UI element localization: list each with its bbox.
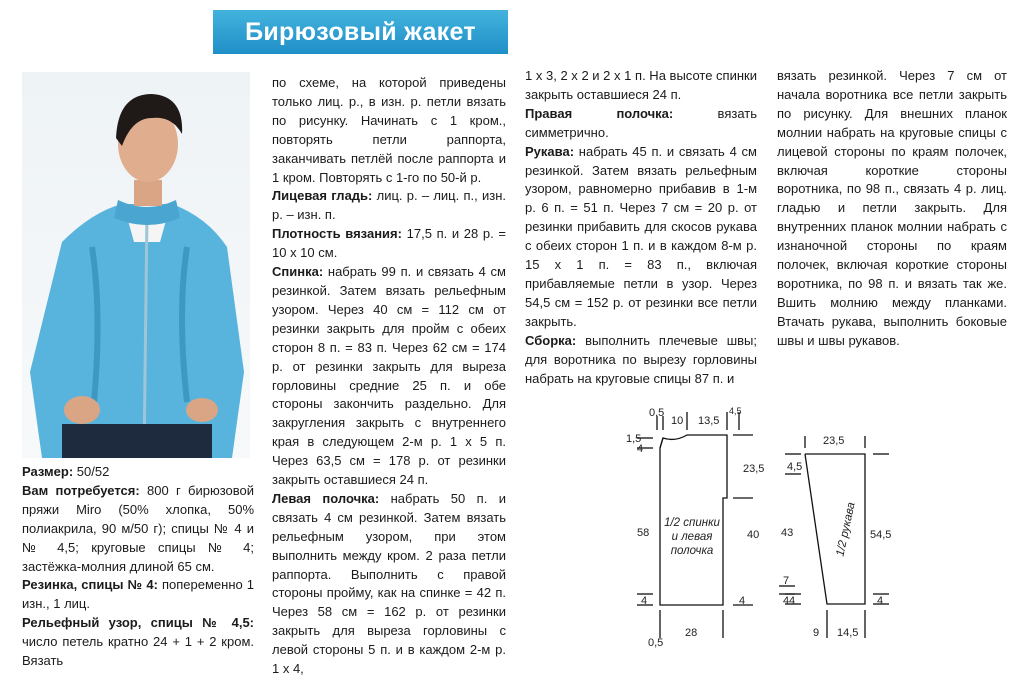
paragraph-left-front-cont: 1 x 3, 2 x 2 и 2 x 1 п. На высоте спинки закрыть оставшиеся 24 п. — [525, 68, 757, 102]
text-column-1 — [22, 463, 254, 671]
text-column-4 — [777, 67, 1007, 351]
paragraph-left-front: Левая полочка: набрать 50 п. и связать 4 см резинкой. Затем вязать рельефным узором, при этом выполнить между кром. 2 раза петли раппорта. Выполнить с правой стороны пройму, как на спинке = 42 п. Через 58 см = 162 р. от резинки закрыть для выреза горловины с левой стороны 5 п. и в каждом 2-м р. 1 x 4, — [272, 490, 507, 677]
dim-sleeve-left-bottom: 4 — [789, 595, 796, 607]
dim-body-width: 28 — [685, 627, 698, 639]
dim-body-bottom-left: 0,5 — [648, 637, 664, 649]
paragraph-stockinette: Лицевая гладь: лиц. р. – лиц. п., изн. р. – изн. п. — [272, 188, 506, 223]
paragraph-pattern-cont: по схеме, на которой приведены только лиц. р., в изн. р. петли вязать по рисунку. Начинать с 1 кром., повторять петли раппорта, заканчивать петлёй после раппорта и 1 кром. Повторять с 1-го по 50-й р. — [272, 75, 506, 185]
paragraph-back: Спинка: набрать 99 п. и связать 4 см резинкой. Затем вязать рельефным узором. Через 40 см = 112 см от резинки закрыть для пройм с обеих сторон 8 п. = 83 п. Через 62 см = 174 р. от резинки закрыть для выреза горловины средние 25 п. и обе стороны закончить раздельно. Для закругления закрыть с внутреннего края в следующем 2-м р. 1 x 5 п. Через 63,5 см = 178 р. от резинки закрыть оставшиеся 24 п. — [272, 264, 506, 488]
dim-body-top-3: 4,5 — [729, 406, 742, 416]
dim-body-left-top: 1,5 — [626, 433, 642, 445]
body-label-line1: 1/2 спинки — [664, 517, 720, 529]
model-photo — [22, 72, 250, 458]
dim-sleeve-left-height: 43 — [781, 527, 794, 539]
dim-body-top-2: 13,5 — [698, 415, 720, 427]
sleeve-label: 1/2 рукава — [834, 501, 858, 558]
paragraph-assembly-cont: вязать резинкой. Через 7 см от начала воротника все петли закрыть по рисунку. Для внешних планок молнии набрать на круговые спицы с лицевой стороны по краям полочек, включая короткие стороны воротника, по 98 п., связать 4 р. лиц. гладью и петли закрыть. Для внутренних планок молнии набрать с изнаночной стороны по краям полочек, включая короткие стороны воротника, по 98 п. и вязать так же. Вшить молнию между планками. Втачать рукава, выполнить боковые швы и швы рукавов. — [777, 68, 1007, 348]
dim-body-right-bottom-a: 7 — [783, 575, 790, 587]
paragraph-size: Размер: 50/52 — [22, 464, 110, 479]
article-title: Бирюзовый жакет — [213, 10, 508, 54]
dim-body-left-top2: 4 — [637, 443, 644, 455]
dim-sleeve-left-top: 4,5 — [787, 461, 803, 473]
dim-sleeve-bottom-a: 9 — [813, 627, 820, 639]
pattern-schematic — [615, 398, 1015, 660]
paragraph-materials: Вам потребуется: 800 г бирюзовой пряжи Miro (50% хлопка, 50% полиакрила, 90 м/50 г); спицы № 4 и № 4,5; круговые спицы № 4; застёжка-молния длиной 65 см. — [22, 482, 254, 574]
paragraph-right-front: Правая полочка: вязать симметрично. — [525, 105, 757, 140]
text-column-2 — [272, 74, 506, 679]
dim-sleeve-right-bottom: 4 — [877, 595, 884, 607]
dim-body-right-lower: 40 — [747, 529, 760, 541]
text-column-3 — [525, 67, 757, 388]
body-label-line2: и левая — [671, 531, 713, 543]
paragraph-rib: Резинка, спицы № 4: попеременно 1 изн., 1 лиц. — [22, 577, 254, 612]
dim-body-right-upper: 23,5 — [743, 463, 765, 475]
dim-body-height: 58 — [637, 527, 650, 539]
dim-body-left-bottom: 4 — [641, 595, 648, 607]
paragraph-sleeves: Рукава: набрать 45 п. и связать 4 см резинкой. Затем вязать рельефным узором, равномерно прибавив в 1-м р. 6 п. = 51 п. Через 7 см = 20 р. от резинки прибавить для скосов рукава с обеих сторон 1 п. и в каждом 8-м р. 15 x 1 п. = 83 п., включая прибавляемые петли в узор. Через 54,5 см = 152 р. от резинки все петли закрыть. — [525, 143, 757, 329]
dim-body-right-bottom-c: 4 — [739, 595, 746, 607]
dim-body-right-bottom-b: 4 — [783, 595, 790, 607]
body-label-line3: полочка — [670, 545, 714, 557]
dim-body-top-0: 0,5 — [649, 407, 665, 419]
paragraph-relief-pattern: Рельефный узор, спицы № 4,5: число петель кратно 24 + 1 + 2 кром. Вязать — [22, 615, 254, 669]
dim-sleeve-right-height: 54,5 — [870, 529, 892, 541]
sleeve-outline — [805, 454, 865, 604]
dim-body-top-1: 10 — [671, 415, 684, 427]
dim-sleeve-bottom-b: 14,5 — [837, 627, 859, 639]
paragraph-gauge: Плотность вязания: 17,5 п. и 28 р. = 10 x 10 см. — [272, 226, 507, 261]
dim-sleeve-top: 23,5 — [823, 435, 845, 447]
paragraph-assembly: Сборка: выполнить плечевые швы; для воротника по вырезу горловины набрать на круговые спицы 87 п. и — [525, 332, 757, 386]
man-in-jacket-illustration — [22, 72, 250, 458]
